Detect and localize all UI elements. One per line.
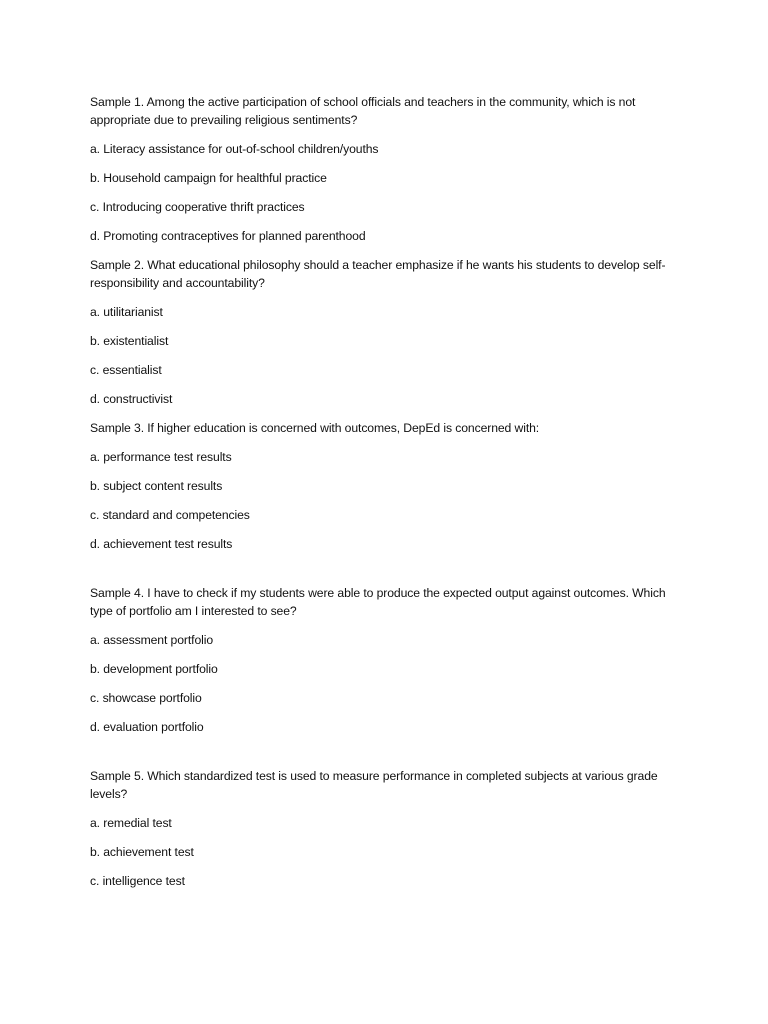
question-5 bbox=[90, 767, 690, 890]
section-gap bbox=[90, 747, 690, 767]
question-3-option-b: b. subject content results bbox=[90, 479, 223, 493]
question-2-text: Sample 2. What educational philosophy should a teacher emphasize if he wants his students to develop self-responsibility and accountability? bbox=[90, 258, 666, 290]
question-5-text: Sample 5. Which standardized test is used to measure performance in completed subjects at various grade levels? bbox=[90, 769, 658, 801]
question-4 bbox=[90, 584, 690, 736]
question-3-option-a: a. performance test results bbox=[90, 450, 232, 464]
question-4-option-b: b. development portfolio bbox=[90, 662, 218, 676]
question-2-option-a: a. utilitarianist bbox=[90, 305, 163, 319]
question-5-option-a: a. remedial test bbox=[90, 816, 172, 830]
section-gap bbox=[90, 564, 690, 584]
question-3-option-d: d. achievement test results bbox=[90, 537, 233, 551]
question-1-option-b: b. Household campaign for healthful practice bbox=[90, 171, 327, 185]
question-2-option-b: b. existentialist bbox=[90, 334, 169, 348]
question-1-option-c: c. Introducing cooperative thrift practices bbox=[90, 200, 305, 214]
question-2 bbox=[90, 256, 690, 408]
question-1-text: Sample 1. Among the active participation of school officials and teachers in the community, which is not appropriate due to prevailing religious sentiments? bbox=[90, 95, 636, 127]
question-3-option-c: c. standard and competencies bbox=[90, 508, 250, 522]
question-1-option-d: d. Promoting contraceptives for planned parenthood bbox=[90, 229, 366, 243]
question-4-option-d: d. evaluation portfolio bbox=[90, 720, 204, 734]
question-4-option-c: c. showcase portfolio bbox=[90, 691, 202, 705]
question-4-option-a: a. assessment portfolio bbox=[90, 633, 214, 647]
question-4-text: Sample 4. I have to check if my students were able to produce the expected output against outcomes. Which type of portfolio am I interested to see? bbox=[90, 586, 666, 618]
document-content bbox=[90, 93, 690, 901]
question-1 bbox=[90, 93, 690, 245]
question-5-option-c: c. intelligence test bbox=[90, 874, 185, 888]
question-3-text: Sample 3. If higher education is concerned with outcomes, DepEd is concerned with: bbox=[90, 421, 540, 435]
question-2-option-c: c. essentialist bbox=[90, 363, 162, 377]
question-5-option-b: b. achievement test bbox=[90, 845, 194, 859]
question-2-option-d: d. constructivist bbox=[90, 392, 173, 406]
question-1-option-a: a. Literacy assistance for out-of-school children/youths bbox=[90, 142, 379, 156]
question-3 bbox=[90, 419, 690, 553]
